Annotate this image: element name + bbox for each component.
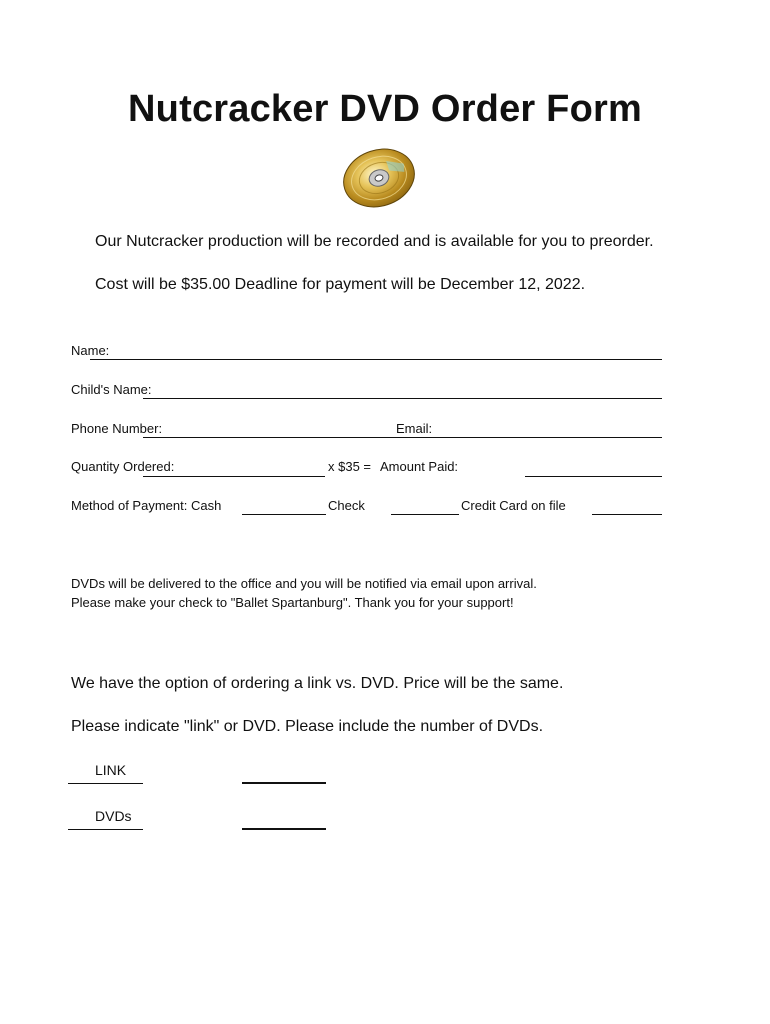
indicate-choice-text: Please indicate "link" or DVD. Please include the number of DVDs. xyxy=(71,718,544,735)
price-multiplier-text: x $35 = xyxy=(328,459,372,474)
page-title: Nutcracker DVD Order Form xyxy=(128,88,642,130)
email-label: Email: xyxy=(396,421,433,436)
payment-method-cash-label: Method of Payment: Cash xyxy=(71,498,222,513)
check-payable-note: Please make your check to "Ballet Spartanburg". Thank you for your support! xyxy=(71,595,514,610)
check-field-line[interactable] xyxy=(391,514,459,515)
link-field-line[interactable] xyxy=(242,782,326,784)
name-label: Name: xyxy=(71,343,110,358)
child-name-label: Child's Name: xyxy=(71,382,152,397)
dvds-option-label: DVDs xyxy=(95,808,132,824)
quantity-field-line[interactable] xyxy=(143,476,325,477)
child-name-field-line[interactable] xyxy=(143,398,662,399)
phone-email-field-line[interactable] xyxy=(143,437,662,438)
name-field-line[interactable] xyxy=(90,359,662,360)
intro-cost-text: Cost will be $35.00 Deadline for payment will be December 12, 2022. xyxy=(95,276,586,293)
dvds-field-line[interactable] xyxy=(242,828,326,830)
dvd-disc-icon xyxy=(341,146,417,210)
link-option-label: LINK xyxy=(95,762,127,778)
dvds-label-underline xyxy=(68,829,143,830)
delivery-note: DVDs will be delivered to the office and you will be notified via email upon arrival. xyxy=(71,576,537,591)
quantity-label: Quantity Ordered: xyxy=(71,459,175,474)
link-option-text: We have the option of ordering a link vs. DVD. Price will be the same. xyxy=(71,675,564,692)
link-label-underline xyxy=(68,783,143,784)
amount-paid-field-line[interactable] xyxy=(525,476,662,477)
amount-paid-label: Amount Paid: xyxy=(380,459,459,474)
phone-label: Phone Number: xyxy=(71,421,163,436)
credit-card-label: Credit Card on file xyxy=(461,498,566,513)
cash-field-line[interactable] xyxy=(242,514,326,515)
intro-availability-text: Our Nutcracker production will be recorded and is available for you to preorder. xyxy=(95,233,654,250)
credit-card-field-line[interactable] xyxy=(592,514,662,515)
check-label: Check xyxy=(328,498,365,513)
